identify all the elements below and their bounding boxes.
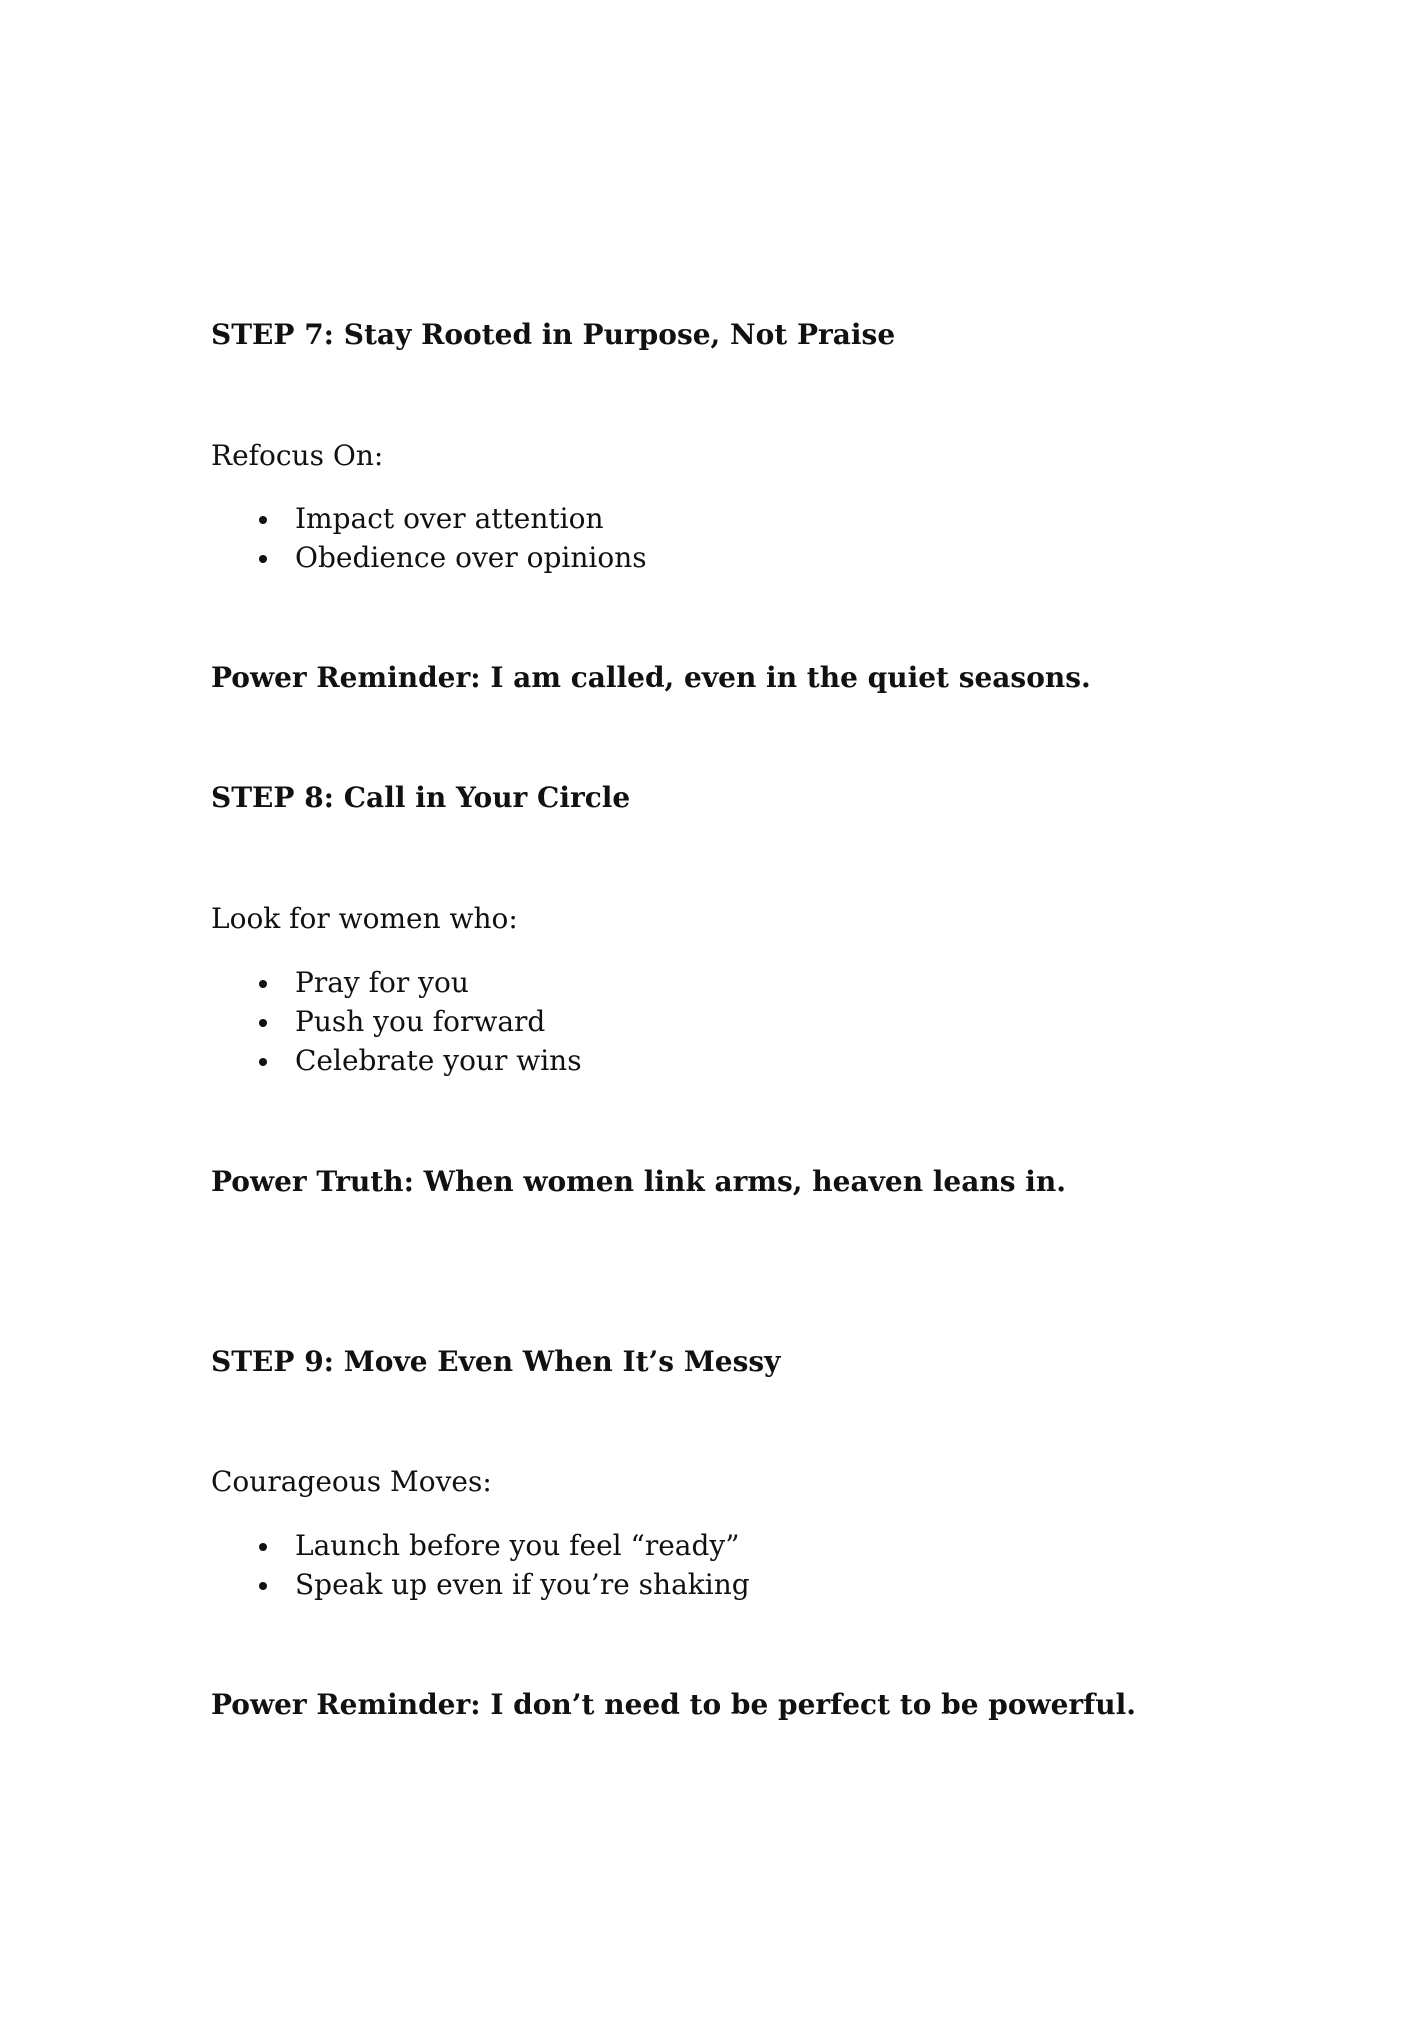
bullet-icon xyxy=(259,1058,267,1066)
step-7-intro: Refocus On: xyxy=(211,439,384,472)
bullet-icon xyxy=(259,980,267,988)
list-item xyxy=(211,1526,750,1565)
step-9-intro: Courageous Moves: xyxy=(211,1465,492,1498)
list-item xyxy=(211,499,647,538)
bullet-icon xyxy=(259,516,267,524)
step-8-intro: Look for women who: xyxy=(211,902,518,935)
list-item-text: Obedience over opinions xyxy=(295,541,647,574)
list-item-text: Speak up even if you’re shaking xyxy=(295,1568,750,1601)
step-9-heading: STEP 9: Move Even When It’s Messy xyxy=(211,1345,781,1378)
list-item xyxy=(211,538,647,577)
step-8-heading: STEP 8: Call in Your Circle xyxy=(211,781,631,814)
bullet-icon xyxy=(259,555,267,563)
bullet-icon xyxy=(259,1543,267,1551)
list-item xyxy=(211,963,582,1002)
list-item xyxy=(211,1041,582,1080)
step-7-list xyxy=(211,499,647,577)
bullet-icon xyxy=(259,1582,267,1590)
list-item-text: Push you forward xyxy=(295,1005,546,1038)
list-item xyxy=(211,1002,582,1041)
list-item-text: Impact over attention xyxy=(295,502,604,535)
step-9-power-reminder: Power Reminder: I don’t need to be perfect to be powerful. xyxy=(211,1688,1136,1721)
list-item-text: Pray for you xyxy=(295,966,469,999)
step-7-power-reminder: Power Reminder: I am called, even in the quiet seasons. xyxy=(211,661,1091,694)
step-9-list xyxy=(211,1526,750,1604)
bullet-icon xyxy=(259,1019,267,1027)
step-7-heading: STEP 7: Stay Rooted in Purpose, Not Praise xyxy=(211,318,896,351)
list-item xyxy=(211,1565,750,1604)
list-item-text: Launch before you feel “ready” xyxy=(295,1529,740,1562)
list-item-text: Celebrate your wins xyxy=(295,1044,582,1077)
step-8-power-truth: Power Truth: When women link arms, heaven leans in. xyxy=(211,1165,1066,1198)
step-8-list xyxy=(211,963,582,1080)
